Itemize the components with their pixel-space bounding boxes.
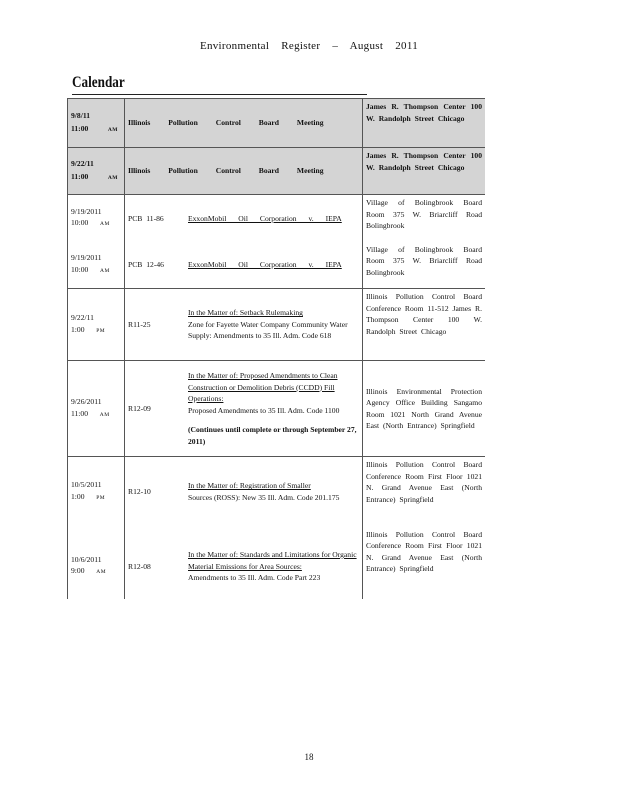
event-title: In the Matter of: Standards and Limitations for Organic Material Emissions for Area Sources: xyxy=(188,550,357,571)
continuation-note: (Continues until complete or through September 27, 2011) xyxy=(188,425,357,446)
table-row xyxy=(68,457,486,527)
case-title-cell xyxy=(125,242,363,289)
table-row xyxy=(68,148,486,195)
date-cell: 9/22/11 11:00 AM xyxy=(68,148,125,195)
event-location: Illinois Pollution Control Board Conference Room 11-512 James R. Thompson Center 100 W. Randolph Street Chicago xyxy=(363,289,486,361)
case-number: R12-10 xyxy=(128,487,151,496)
table-row xyxy=(68,361,486,457)
event-title: ExxonMobil Oil Corporation v. IEPA xyxy=(188,260,342,269)
event-title: In the Matter of: Setback Rulemaking xyxy=(188,308,303,318)
event-title: In the Matter of: Proposed Amendments to Clean Construction or Demolition Debris (CCDD) Fill Operations: xyxy=(188,371,338,403)
event-location: Illinois Pollution Control Board Conference Room First Floor 1021 N. Grand Avenue East (North Entrance) Springfield xyxy=(363,527,486,600)
event-location: James R. Thompson Center 100 W. Randolph Street Chicago xyxy=(363,148,486,195)
calendar-table xyxy=(67,98,485,599)
case-number: PCB 11-86 xyxy=(128,213,164,223)
calendar-table-wrap xyxy=(67,98,485,599)
event-title: Illinois Pollution Control Board Meeting xyxy=(125,148,363,195)
table-row xyxy=(68,289,486,361)
title-rule xyxy=(72,94,367,95)
event-location: James R. Thompson Center 100 W. Randolph Street Chicago xyxy=(363,99,486,148)
case-number: R12-09 xyxy=(128,403,151,413)
date-cell: 10/5/2011 1:00 PM xyxy=(68,457,125,527)
table-row xyxy=(68,195,486,242)
page-number: 18 xyxy=(304,752,314,762)
case-title-cell xyxy=(125,195,363,242)
table-row xyxy=(68,527,486,600)
case-number: R11-25 xyxy=(128,319,151,329)
date-cell: 9/22/11 1:00 PM xyxy=(68,289,125,361)
table-row xyxy=(68,99,486,148)
event-title-detail: Amendments to 35 Ill. Adm. Code Part 223 xyxy=(188,573,321,582)
case-title-cell xyxy=(125,361,363,457)
event-location: Illinois Pollution Control Board Conference Room First Floor 1021 N. Grand Avenue East (North Entrance) Springfield xyxy=(363,457,486,527)
event-title-detail: Zone for Fayette Water Company Community Water Supply: Amendments to 35 Ill. Adm. Code 618 xyxy=(188,319,348,341)
event-title: ExxonMobil Oil Corporation v. IEPA xyxy=(188,213,342,223)
case-number: PCB 12-46 xyxy=(128,260,164,269)
case-title-cell xyxy=(125,289,363,361)
event-title-detail: Sources (ROSS): New 35 Ill. Adm. Code 201.175 xyxy=(188,492,340,502)
date-cell: 9/8/11 11:00 AM xyxy=(68,99,125,148)
event-location: Village of Bolingbrook Board Room 375 W. Briarcliff Road Bolingbrook xyxy=(363,195,486,242)
date-cell: 9/19/2011 10:00 AM xyxy=(68,195,125,242)
table-row xyxy=(68,242,486,289)
event-location: Village of Bolingbrook Board Room 375 W. Briarcliff Road Bolingbrook xyxy=(363,242,486,289)
date-cell: 9/26/2011 11:00 AM xyxy=(68,361,125,457)
case-number: R12-08 xyxy=(128,561,151,571)
section-title: Calendar xyxy=(72,74,125,91)
page-header: Environmental Register – August 2011 xyxy=(199,40,419,52)
case-title-cell xyxy=(125,527,363,600)
event-title: In the Matter of: Registration of Smaller xyxy=(188,481,311,491)
event-title: Illinois Pollution Control Board Meeting xyxy=(125,99,363,148)
date-cell: 10/6/2011 9:00 AM xyxy=(68,527,125,600)
date-cell: 9/19/2011 10:00 AM xyxy=(68,242,125,289)
event-title-detail: Proposed Amendments to 35 Ill. Adm. Code 1100 xyxy=(188,405,340,415)
event-location: Illinois Environmental Protection Agency Office Building Sangamo Room 1021 North Grand Avenue East (North Entrance) Springfield xyxy=(363,361,486,457)
case-title-cell xyxy=(125,457,363,527)
